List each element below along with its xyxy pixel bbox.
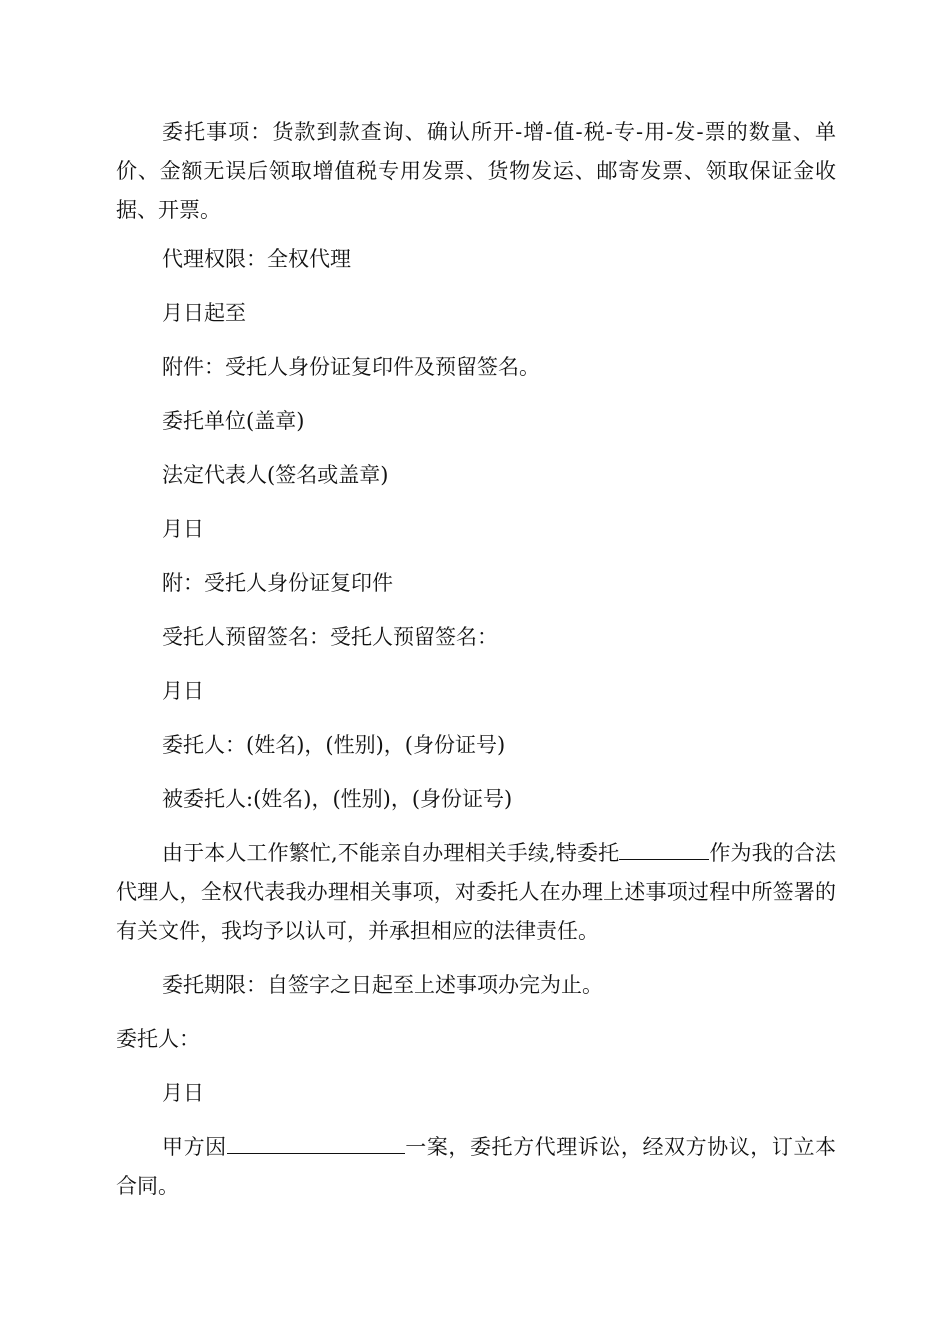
paragraph-start-date: 月日起至 [162, 301, 246, 325]
paragraph-entrusted-matters: 委托事项：货款到款查询、确认所开-增-值-税-专-用-发-票的数量、单价、金额无误后领取增值税专用发票、货物发运、邮寄发票、领取保证金收据、开票。 [116, 120, 836, 222]
paragraph-date-2: 月日 [162, 679, 204, 703]
paragraph-date-3: 月日 [162, 1081, 204, 1105]
paragraph-authorization-statement [116, 834, 836, 951]
paragraph-entrusting-unit: 委托单位(盖章) [162, 409, 305, 433]
paragraph-principal: 委托人：(姓名)，(性别)，(身份证号) [162, 733, 506, 757]
paragraph-contract-intro [116, 1128, 836, 1206]
paragraph-reserved-signature: 受托人预留签名：受托人预留签名： [162, 625, 498, 649]
paragraph-attachment-id: 附：受托人身份证复印件 [162, 571, 393, 595]
paragraph-agency-authority: 代理权限：全权代理 [162, 247, 351, 271]
paragraph-term: 委托期限：自签字之日起至上述事项办完为止。 [162, 973, 603, 997]
paragraph-attachment: 附件：受托人身份证复印件及预留签名。 [162, 355, 540, 379]
paragraph-agent: 被委托人:(姓名)，(性别)，(身份证号) [162, 787, 513, 811]
paragraph-legal-representative: 法定代表人(签名或盖章) [162, 463, 389, 487]
contract-text-start: 甲方因 [162, 1135, 227, 1159]
paragraph-principal-signature: 委托人： [116, 1027, 200, 1051]
contract-text-end: 一案，委托方代理诉讼，经双方协议，订立本合同。 [116, 1135, 837, 1198]
case-name-blank [227, 1131, 405, 1154]
authorization-text-end: 作为我的合法代理人，全权代表我办理相关事项，对委托人在办理上述事项过程中所签署的有关文件，我均予以认可，并承担相应的法律责任。 [116, 841, 837, 943]
paragraph-date-1: 月日 [162, 517, 204, 541]
agent-name-blank [619, 837, 709, 860]
authorization-text-start: 由于本人工作繁忙,不能亲自办理相关手续,特委托 [162, 841, 620, 865]
